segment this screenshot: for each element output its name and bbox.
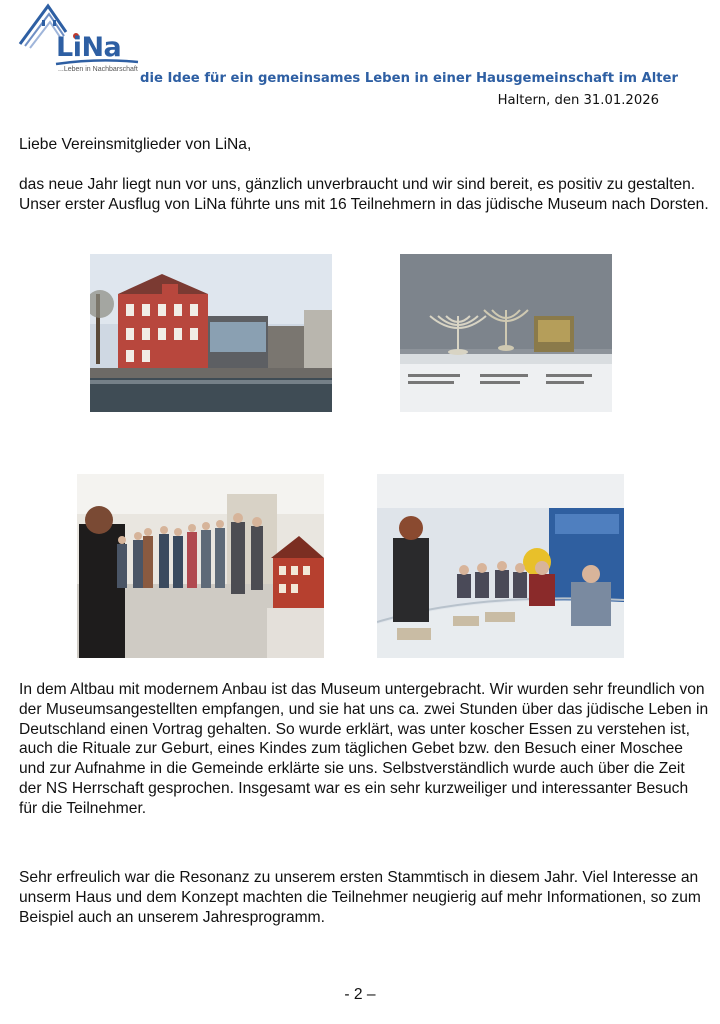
page-number: - 2 – (344, 986, 376, 1003)
paragraph-intro: das neue Jahr liegt nun vor uns, gänzlich unverbraucht und wir sind bereit, es positiv zu gestalten. Unser erster Ausflug von LiNa führte uns mit 16 Teilnehmern in das jüdische Museum nach Dorsten. (19, 176, 709, 213)
paragraph-stammtisch: Sehr erfreulich war die Resonanz zu unserem ersten Stammtisch in diesem Jahr. Viel Interesse an unserm Haus und dem Konzept machten die Teilnehmer neugierig auf mehr Informationen, so zum Beispiel auch an unserem Jahresprogramm. (19, 869, 701, 926)
place-date: Haltern, den 31.01.2026 (497, 93, 659, 108)
greeting: Liebe Vereinsmitglieder von LiNa, (19, 136, 252, 153)
logo-subtitle: ...Leben in Nachbarschaft (58, 66, 138, 73)
paragraph-museum: In dem Altbau mit modernem Anbau ist das Museum untergebracht. Wir wurden sehr freundlich von der Museumsangestellten empfangen, und sie hat uns ca. zwei Stunden über das jüdische Leben in Deutschland einen Vortrag gehalten. So wurde erklärt, was unter koscher Essen zu verstehen ist, auch die Rituale zur Geburt, eines Kindes zum täglichen Gebet bzw. den Besuch einer Moschee und zur Aufnahme in die Gemeinde erklärte sie uns. Selbstverständlich wurde auch über die Zeit der NS Herrschaft gesprochen. Insgesamt war es ein sehr kurzweiliger und interessanter Besuch für die Teilnehmer. (19, 681, 709, 817)
photo-group-exhibition (77, 474, 324, 658)
lina-logo (18, 2, 140, 84)
photo-museum-building (90, 254, 332, 412)
logo-text: LiNa (56, 32, 122, 63)
header-tagline: die Idee für ein gemeinsames Leben in einer Hausgemeinschaft im Alter (140, 71, 679, 86)
photo-menorah-display (400, 254, 612, 412)
photo-lecture-table (377, 474, 624, 658)
